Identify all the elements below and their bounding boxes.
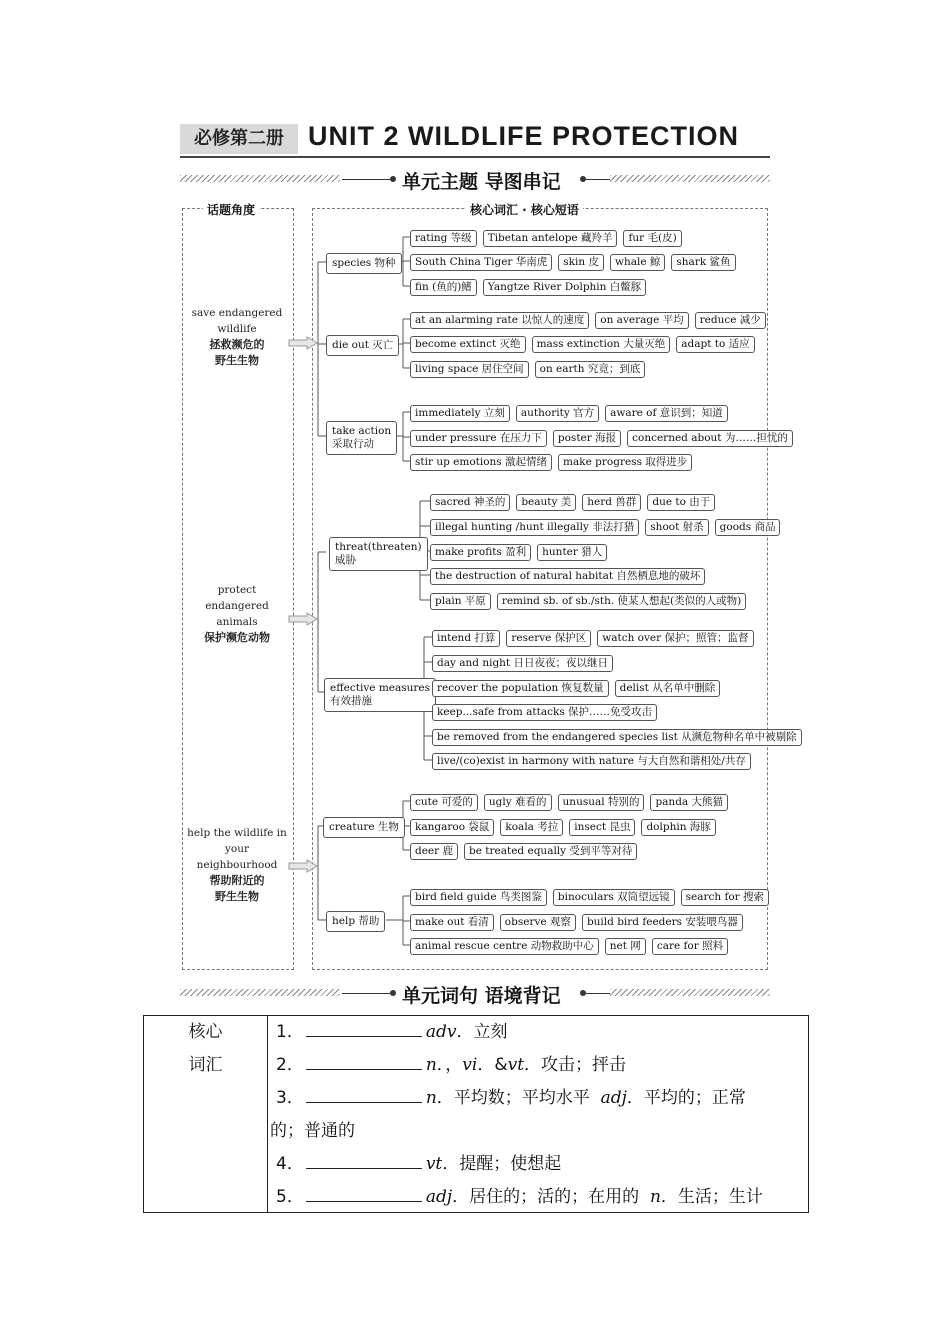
phrase-row [430,544,607,561]
phrase-row [410,361,645,378]
phrase-tag: due to 由于 [647,494,715,511]
phrase-tag: make out 看清 [410,914,494,931]
phrase-tag: mass extinction 大量灭绝 [532,336,671,353]
phrase-row [432,630,754,647]
phrase-row [410,819,716,836]
phrase-tag: day and night 日日夜夜；夜以继日 [432,655,613,672]
phrase-row [432,704,657,721]
phrase-tag: under pressure 在压力下 [410,430,547,447]
answer-blank[interactable] [306,1183,422,1202]
phrase-row [432,753,751,770]
phrase-tag: delist 从名单中删除 [615,680,721,697]
phrase-tag: whale 鲸 [610,254,665,271]
vocab-item-1: 1． adv．立刻 [276,1016,806,1049]
phrase-tag: concerned about 为……担忧的 [627,430,793,447]
phrase-tag: ugly 难看的 [484,794,552,811]
topic-save-endangered-wildlife: save endangered wildlife 拯救濒危的 野生生物 [191,307,283,367]
phrase-row [410,843,637,860]
vocab-item-2: 2． n．，vi．&vt．攻击；抨击 [276,1049,806,1082]
phrase-tag: remind sb. of sb./sth. 使某人想起(类似的人或物) [497,593,746,610]
phrase-row [410,938,728,955]
phrase-tag: kangaroo 袋鼠 [410,819,494,836]
phrase-tag: South China Tiger 华南虎 [410,254,552,271]
phrase-tag: become extinct 灭绝 [410,336,526,353]
phrase-tag: binoculars 双筒望远镜 [553,889,675,906]
book-volume-tag: 必修第二册 [180,124,298,154]
phrase-row [410,794,728,811]
phrase-tag: reduce 减少 [695,312,766,329]
arrow-right-icon [288,612,318,626]
phrase-tag: Tibetan antelope 藏羚羊 [483,230,618,247]
phrase-tag: watch over 保护；照管；监督 [597,630,753,647]
phrase-tag: at an alarming rate 以惊人的速度 [410,312,589,329]
phrase-tag: be treated equally 受到平等对待 [464,843,637,860]
phrase-tag: koala 考拉 [500,819,563,836]
category-species: species 物种 [326,253,402,274]
answer-blank[interactable] [306,1084,422,1103]
phrase-tag: adapt to 适应 [676,336,754,353]
phrase-tag: panda 大熊猫 [650,794,728,811]
answer-blank[interactable] [306,1051,422,1070]
phrase-tag: plain 平原 [430,593,491,610]
phrase-tag: living space 居住空间 [410,361,529,378]
vocab-item-5: 5． adj．居住的；活的；在用的 n．生活；生计 [276,1181,806,1214]
phrase-row [432,655,613,672]
category-creature: creature 生物 [323,817,405,838]
phrase-tag: insect 昆虫 [569,819,635,836]
phrase-row [410,336,755,353]
phrase-tag: hunter 猎人 [537,544,607,561]
phrase-tag: poster 海报 [553,430,621,447]
phrase-row [410,454,692,471]
arrow-right-icon [288,859,318,873]
phrase-tag: stir up emotions 激起情绪 [410,454,552,471]
phrase-row [410,914,743,931]
phrase-tag: sacred 神圣的 [430,494,510,511]
phrase-tag: unusual 特别的 [558,794,645,811]
phrase-tag: recover the population 恢复数量 [432,680,609,697]
answer-blank[interactable] [306,1150,422,1169]
phrase-tag: illegal hunting /hunt illegally 非法打猎 [430,519,639,536]
vocab-panel-title: 核心词汇 · 核心短语 [466,201,583,218]
topic-help-wildlife-neighbourhood: help the wildlife in your neighbourhood 帮助附近的 野生生物 [187,827,287,903]
phrase-tag: on earth 究竟；到底 [535,361,646,378]
phrase-row [410,405,728,422]
phrase-tag: dolphin 海豚 [641,819,715,836]
phrase-tag: animal rescue centre 动物救助中心 [410,938,599,955]
phrase-tag: live/(co)exist in harmony with nature 与大自然和谐相处/共存 [432,753,751,770]
phrase-tag: shoot 射杀 [645,519,708,536]
phrase-row [430,568,705,585]
phrase-tag: reserve 保护区 [506,630,591,647]
category-help: help 帮助 [326,911,385,932]
phrase-row [410,230,682,247]
phrase-row [410,312,766,329]
phrase-tag: be removed from the endangered species list 从濒危物种名单中被剔除 [432,729,802,746]
core-vocabulary-table [143,1015,809,1213]
phrase-tag: search for 搜索 [681,889,769,906]
phrase-row [410,889,769,906]
phrase-row [430,593,746,610]
category-threat: threat(threaten) 威胁 [329,537,428,571]
phrase-row [430,519,780,536]
phrase-tag: beauty 美 [516,494,576,511]
phrase-row [410,254,736,271]
topic-protect-endangered-animals: protect endangered animals 保护濒危动物 [204,584,270,644]
phrase-tag: shark 鲨鱼 [671,254,735,271]
section-banner-vocab-title: 单元词句 语境背记 [402,985,561,1007]
category-take-action: take action 采取行动 [326,421,397,455]
phrase-tag: cute 可爱的 [410,794,478,811]
phrase-tag: observe 观察 [500,914,576,931]
phrase-row [430,494,715,511]
phrase-tag: fur 毛(皮) [623,230,681,247]
phrase-tag: make progress 取得进步 [558,454,692,471]
phrase-tag: build bird feeders 安装喂鸟器 [582,914,743,931]
section-banner-map-title: 单元主题 导图串记 [402,171,561,193]
phrase-tag: authority 官方 [516,405,599,422]
answer-blank[interactable] [306,1018,422,1037]
phrase-tag: on average 平均 [595,312,688,329]
phrase-tag: immediately 立刻 [410,405,510,422]
category-effective-measures: effective measures 有效措施 [324,678,436,712]
phrase-tag: make profits 盈利 [430,544,531,561]
vocab-item-3-cont: 的；普通的 [270,1121,355,1141]
topic-panel-title: 话题角度 [203,201,259,218]
phrase-tag: the destruction of natural habitat 自然栖息地的破坏 [430,568,705,585]
table-label: 核心 词汇 [188,1022,223,1075]
phrase-tag: rating 等级 [410,230,477,247]
arrow-right-icon [288,336,318,350]
phrase-row [432,729,802,746]
phrase-tag: aware of 意识到；知道 [605,405,728,422]
phrase-tag: intend 打算 [432,630,500,647]
category-die-out: die out 灭亡 [326,335,399,356]
vocab-item-4: 4． vt．提醒；使想起 [276,1148,806,1181]
phrase-row [410,279,646,296]
phrase-tag: fin (鱼的)鳍 [410,279,477,296]
phrase-tag: skin 皮 [558,254,604,271]
vocab-item-3: 3． n．平均数；平均水平 adj．平均的；正常 [276,1082,806,1115]
phrase-row [432,680,720,697]
phrase-tag: care for 照料 [652,938,728,955]
phrase-row [410,430,793,447]
phrase-tag: deer 鹿 [410,843,458,860]
phrase-tag: herd 兽群 [582,494,641,511]
unit-title: UNIT 2 WILDLIFE PROTECTION [308,121,739,151]
phrase-tag: Yangtze River Dolphin 白鳖豚 [483,279,646,296]
section-banner-vocab [180,981,770,1005]
phrase-tag: goods 商品 [715,519,781,536]
phrase-tag: keep...safe from attacks 保护……免受攻击 [432,704,657,721]
vocab-lines [270,1016,806,1214]
phrase-tag: bird field guide 鸟类图鉴 [410,889,547,906]
phrase-tag: net 网 [605,938,646,955]
